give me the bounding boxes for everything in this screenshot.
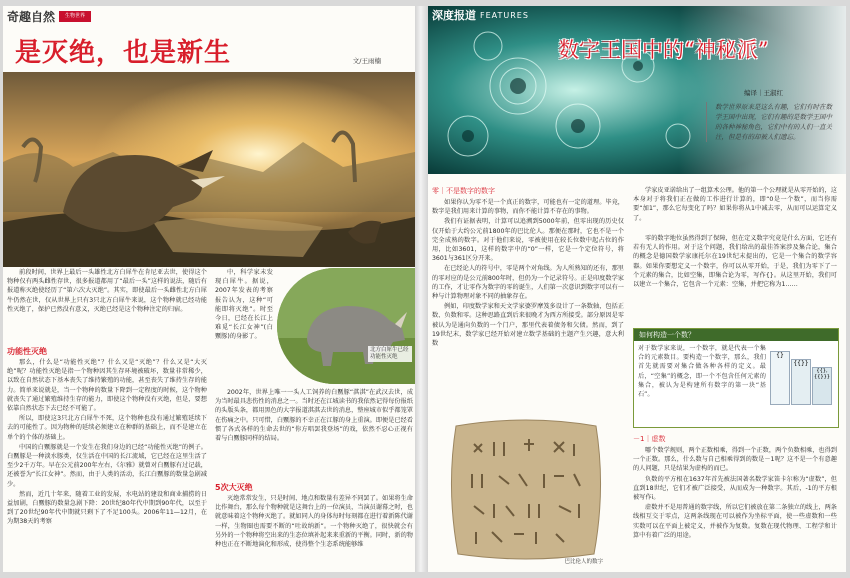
- intro-quote: 数学世界原来是这么有趣，它们有时在数学王国中出现，它们有趣的是数学王国中的各种神秘角色，它们中有的人们一直关注，但是有的却被人们遗忘。: [706, 102, 837, 142]
- paragraph: 2002年，世界上唯一一头人工饲养的白鱀豚“淇淇”在武汉去世，成为当时最具悲伤性的消息之一。当时还在江城读书的我依然记得每份报纸的头版头条，都用黑色的大字报道淇淇去世的消息，整座城市似乎都笼罩在伤痛之中。只可惜，白鱀豚的不幸正在江豚的身上重演。即便是已经看惯了各式各样的生命去世的“你方唱罢我登场”的戏，依然不忍心正视有着与白鱀豚同样的结局。: [215, 389, 413, 443]
- paragraph: 我们有证据表明，计算可以追溯到5000年前，但零出现的历史仅仅开始于大约公元前1800年的巴比伦人。那便在那时，它也不是一个完全成熟的数字。对于他们来说，零被使用在较长位数中起占位的作用，比如3601，这样的数字中的“0”一样，它是一个定位符号，将3601与361区分开来。: [432, 218, 624, 263]
- article-column-1a: [7, 268, 207, 315]
- rhino-photo: [277, 268, 415, 384]
- feature-title: 数字王国中的“神秘派”: [558, 38, 769, 62]
- subhead-imaginary: －1｜虚数: [633, 435, 666, 443]
- subhead-five-extinctions: 5次大灭绝: [215, 483, 253, 492]
- subhead-zero: 零｜不是数字的数字: [432, 187, 495, 195]
- feature-header: [428, 6, 582, 24]
- set-label: {}: [776, 352, 784, 359]
- paragraph: 前段时间，世界上最后一头雄性北方白犀牛在肯尼亚去世，使得这个物种仅有两头雌性存世，很多报道都用了“最后一头”这样的说法，随后有报道称灭绝使经历了“第六次大灭绝”。其实，即使最后一头雌性北方白犀牛仍然在世，仅从世界上只有3只北方白犀牛来说，这个物种就已经功能性灭绝了，保护已然没有意义，灭绝已经是这个物种注定的归宿。: [7, 269, 207, 313]
- feature-column-b2: [633, 234, 837, 324]
- right-page: [428, 6, 846, 572]
- header-deep-report: 深度报道: [432, 9, 476, 22]
- rhino-caption: 北方白犀牛已经功能性灭绝: [368, 346, 412, 362]
- dinosaur-illustration: [3, 72, 415, 267]
- box-title: 如何构造一个数？: [634, 329, 838, 341]
- article-column-2c: [215, 494, 413, 570]
- paragraph: 例如，印度数学家和天文学家婆罗摩笈多设计了一条数轴，包括正数、负数和零。这种思路直到后来很晚才为西方所接受。部分原因是零被认为是通向负数的一个门户，那里代表着债务和欠债。然而，到了19世纪末，数学家已经开始对建立数学基础的主题产生兴趣，意大利数: [432, 303, 624, 348]
- tablet-caption: 巴比伦人的数字: [564, 559, 603, 565]
- set-card: [791, 359, 811, 405]
- paragraph: 中国的白鱀豚就是一个发生在我们身边的已经“功能性灭绝”的例子。白鱀豚是一种淡水豚类，仅生活在中国的长江流域，它已经在这里生活了至少2千万年。早在公元前200年左右，《尔雅》就曾对白鱀豚有过记载，还被誉为“长江女神”。然而，由于人类的活动，长江白鱀豚的数量急剧减少。: [7, 443, 207, 488]
- spine-gutter: [414, 6, 429, 572]
- subhead-functional-extinction: 功能性灭绝: [7, 347, 47, 356]
- paragraph: 在已经论人的符号中，零是两个对角线。为人所熟知的还有，那里的零对应的是公元前800年时，但仍为一个记录符号。正是印度数学家的工作，才让零作为数字的零的诞生，人们第一次意识到数字可以有一种与计算物理对象不同的抽象存在。: [432, 265, 624, 301]
- box-text: 对于数学家来说，一个数字，就是代表一个集合的元素数目。要构造一个数字，那么，我们首先就需要对集合做各种各样的定义。最后，“空集”的概念，即一个不包含任何元素的集合，被认为是构建所有数字的第一块“基石”。: [638, 345, 766, 399]
- fractal-background: [428, 6, 846, 174]
- paragraph: 灭绝常常发生，只是时间、地点和数量有差异不同罢了。如果将生命比作舞台，那么每个物种就是这舞台上的一位演员，当演员谢幕之时，也就意味着这个物种灭绝了。就如同人的身体每时每刻都在进行着新陈代谢一样，生物圈也需要不断的“吐故纳新”。一个物种灭绝了，很快就会有另外的一个物种将空出来的生态位填补起来来重新的平衡。同时，新的物种也正在不断地演化和形成，使得整个生态系统能够维: [215, 495, 413, 549]
- set-card: [770, 351, 790, 405]
- feature-author: 编译｜王淑红: [744, 89, 783, 97]
- paragraph: 然而，近几十年来，随着工业的发展，水电站的建设和商业捕捞的日益加剧，白鱀豚的数量急剧下降：20世纪80年代中期到90年代，以至于到了20世纪90年代中期就只剩下了不足100头。2006年11—12月，在为期38天的考察: [7, 490, 207, 526]
- feature-column-c: [633, 446, 837, 568]
- feature-column-b1: [633, 186, 837, 232]
- article-title: 是灭绝，也是新生: [15, 38, 232, 68]
- paragraph: 所以，即使这3只北方白犀牛不死，这个物种也没有通过繁殖延续下去的可能性了。因为物种的延续必须建立在种群的基础上，而不是建立在单个的个体的基础上。: [7, 415, 207, 441]
- header-features: FEATURES: [480, 10, 529, 20]
- set-card: [812, 367, 832, 405]
- paragraph: 中，科学家未发现白犀牛。据说，2007年发表的考察报告认为，这种“可能即将灭绝”。时至今日，已经在长江上难觅“长江女神”(白鱀豚)的身影了。: [215, 269, 273, 341]
- paragraph: 如果你认为零不是一个真正的数字，可能也有一定的道理。毕竟，数字是我们用来计算的事物，而你不能计算不存在的事物。: [432, 199, 624, 216]
- set-label: {{},{{}}}: [814, 368, 830, 380]
- paragraph: 哪个数学规则，两个正数相乘，得到一个正数，两个负数相乘，也得到一个正数。那么，什么数与自己相乘得到的数是－1呢？这不是一个有意趣的人问题，只是结果为虚构的而已。: [633, 447, 837, 473]
- set-diagram: [770, 351, 832, 421]
- article-column-2-narrow: [215, 268, 273, 386]
- sidebar-box-construct-number: [633, 328, 839, 428]
- paragraph: 零的数字地位虽然得到了保障，但在定义数字究竟是什么方面，它还有若有无人的作用。对于这个问题，我们给出的最佳答案涉及集合论，集合的概念是德国数学家康托尔在19世纪末提出的，它是一个集合的数学容器。如果你要想定义一个数字，你可以从零开始，于是，我们为零下了一个元素的集合，比如空集，即集合论为零，写作{}。从这里开始，我们可以建立一个集合，它包含一个元素：空集，并把它称为1……: [633, 235, 837, 289]
- section-logo: 生物世界: [59, 11, 91, 22]
- section-header: [7, 8, 91, 24]
- article-column-2b: [215, 388, 413, 478]
- article-author: 文/王雨楠: [352, 57, 381, 65]
- left-page: [3, 6, 415, 572]
- paragraph: 负数的平方根在1637年首先被法国著名数学家笛卡尔称为“虚数”，但直到18世纪，它们才被广泛接受，从而成为一种数字。其后，-1的平方根被写作i。: [633, 475, 837, 502]
- section-name: 奇趣自然: [7, 9, 56, 24]
- feature-column-a: [432, 198, 624, 404]
- set-label: {{}}: [793, 360, 809, 367]
- article-column-1b: [7, 358, 207, 568]
- paragraph: 学家皮亚诺给出了一组算术公理。他的第一个公理就是从零开始的，这本身对于将我们正在做的工作进行计算的，即“0是一个数”，而当你需要“加1”，那么它每变化了吗？如果你将从1中减去零，从而可以运算定义了。: [633, 187, 837, 222]
- paragraph: 虚数并不是用普通的数字线，所以它们被放在第二条独立的线上，两条线相互交于零点，这两条线现在可以被作为坐标平面，使一些虚数和一些实数可以在平面上被定义，并被作为复数。复数在现代物理、工程学和计算中有着广泛的用途。: [633, 504, 837, 539]
- paragraph: 那么，什么是“功能性灭绝”？什么又是“灭绝”？什么又是“大灭绝”呢？功能性灭绝是指一个物种因其生存环境被破坏，数量非常稀少，以致在自然状态下基本丧失了维持繁殖的功能，甚至丧失了维持生存的能力。简单来说就是，当一个物种的数量下降到一定程度的时候，这个物种就丧失了通过繁殖维持生存的能力，即使这个物种没有灭绝，但是，要想依靠自然状态下去已经不可能了。: [7, 359, 207, 413]
- babylonian-tablet-photo: [444, 414, 609, 564]
